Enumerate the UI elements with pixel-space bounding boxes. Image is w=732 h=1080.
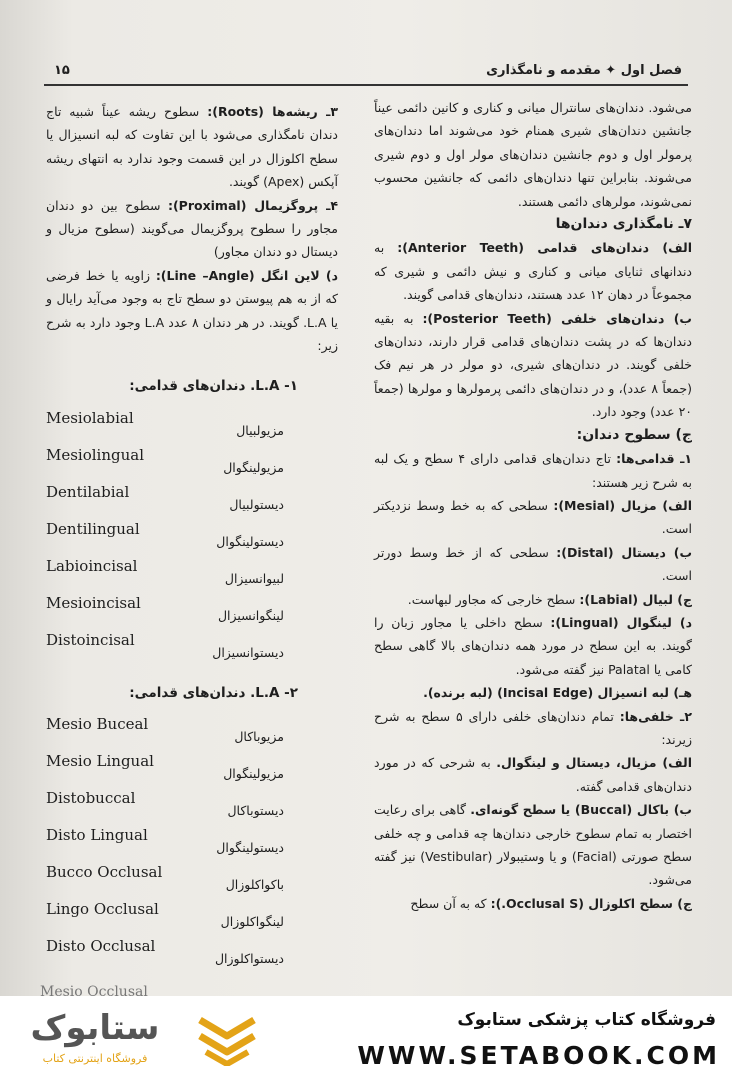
paragraph — [374, 892, 692, 915]
paragraph-lead: د) لاین انگل (Line –Angle): — [155, 267, 339, 283]
brand-logo-text: ستابوک — [30, 1008, 160, 1048]
term-persian: باکواکلوزال — [225, 877, 284, 893]
term-english: Dentilingual — [46, 519, 140, 538]
term-english: Distoincisal — [46, 630, 135, 649]
term-english: Distobuccal — [46, 789, 136, 808]
paragraph — [374, 705, 692, 752]
paragraph-lead: ب) دندان‌های خلفی (Posterior Teeth): — [422, 310, 692, 326]
term-english: Mesiolabial — [46, 408, 134, 427]
term-row — [38, 896, 338, 933]
paragraph-lead: ۲ـ خلفی‌ها: — [619, 708, 692, 724]
paragraph — [374, 96, 692, 213]
term-row — [38, 748, 338, 785]
term-row — [38, 479, 338, 516]
term-persian: مزیولبیال — [236, 422, 284, 438]
paragraph-lead: ب) دیستال (Distal): — [556, 544, 693, 560]
paragraph-text: سطوح ریشه عیناً شبیه تاج دندان نامگذاری می‌شود با این تفاوت که لبه انسیزال یا سطح اکلوزال در این قسمت وجود ندارد به انتهای ریشه آپکس (Apex) گویند. — [46, 104, 338, 190]
paragraph-lead: هـ) لبه انسیزال (Incisal Edge) (لبه برنده). — [423, 685, 692, 701]
paragraph — [46, 100, 338, 194]
term-persian: لینگواکلوزال — [220, 914, 284, 930]
paragraph-text: به دندانهای ثنایای میانی و کناری و نیش دائمی و شیری که مجموعاً در دهان ۱۲ عدد هستند، دندان‌های قدامی گویند. — [374, 240, 692, 303]
paragraph — [374, 751, 692, 798]
paragraph-text: می‌شود. دندان‌های سانترال میانی و کناری و کانین دائمی عیناً جانشین دندان‌های شیری همنام خود می‌شوند اما دندان‌های پرمولر اول و دوم جانشین دندان‌های مولر اول و دوم شیری می‌شوند. بنابراین تنها دندان‌های دائمی که جانشین محسوب نمی‌شوند، مولرهای دائمی هستند. — [374, 100, 692, 209]
term-row — [38, 859, 338, 896]
paragraph-text: سطحی که به خط وسط نزدیکتر است. — [374, 497, 692, 537]
term-row — [38, 933, 338, 970]
paragraph — [374, 494, 692, 541]
term-persian: مزیولینگوال — [223, 459, 284, 475]
term-persian: مزیولینگوال — [223, 766, 284, 782]
term-persian: لینگوانسیزال — [217, 607, 284, 623]
term-english: Mesio Lingual — [46, 752, 154, 771]
term-row — [38, 822, 338, 859]
paragraph-lead: ج) لبیال (Labial): — [579, 591, 692, 607]
term-english: Bucco Occlusal — [46, 863, 163, 882]
term-persian: دیستولبیال — [229, 496, 284, 512]
term-english: Disto Lingual — [46, 826, 148, 845]
paragraph — [374, 611, 692, 681]
left-paragraphs — [46, 100, 338, 357]
page-number: ۱۵ — [54, 63, 70, 78]
cutoff-term: Mesio Occlusal — [40, 984, 148, 996]
paragraph — [374, 588, 692, 611]
term-persian: دیستولینگوال — [216, 533, 284, 549]
chapter-title: فصل اول ✦ مقدمه و نامگذاری — [486, 63, 682, 78]
paragraph — [374, 307, 692, 424]
running-header — [44, 58, 688, 86]
term-row — [38, 442, 338, 479]
list2-title: ۲- L.A. دندان‌های قدامی: — [129, 684, 298, 701]
store-url[interactable]: WWW.SETABOOK.COM — [357, 1041, 720, 1070]
paragraph-lead: ۳ـ ریشه‌ها (Roots): — [207, 104, 338, 119]
term-english: Mesiolingual — [46, 445, 145, 464]
paragraph — [374, 798, 692, 892]
paragraph-text: به بقیه دندان‌ها که در پشت دندان‌های قدامی قرار دارند، دندان‌های خلفی گویند. در دندان‌های شیری، دو مولر در هر نیم فک (جمعاً ۸ عدد)، و در دندان‌های دائمی پرمولرها و مولرها (جمعاً ۲۰ عدد) وجود دارد. — [374, 310, 692, 420]
term-english: Mesioincisal — [46, 593, 141, 612]
term-english: Disto Occlusal — [46, 937, 156, 956]
term-english: Dentilabial — [46, 482, 130, 501]
paragraph — [46, 194, 338, 264]
term-row — [38, 711, 338, 748]
paragraph-lead: ب) باکال (Buccal) یا سطح گونه‌ای. — [470, 802, 692, 818]
term-row — [38, 516, 338, 553]
store-footer-banner — [0, 996, 732, 1080]
term-row — [38, 590, 338, 627]
term-persian: دیستوباکال — [227, 803, 284, 819]
list1-title: ۱- L.A. دندان‌های قدامی: — [129, 378, 298, 395]
paragraph-text: به شرحی که در مورد دندان‌های قدامی گفته. — [374, 755, 692, 794]
term-english: Lingo Occlusal — [46, 900, 159, 919]
section-heading: ۷ـ نامگذاری دندان‌ها — [555, 216, 692, 233]
chevron-logo-icon — [196, 1014, 258, 1066]
paragraph-text: گاهی برای رعایت اختصار به تمام سطوح خارجی دندان‌ها چه قدامی و چه خلفی سطح صورتی (Facial) و یا وستیبولار (Vestibular) نیز گفته می‌شود. — [374, 802, 692, 888]
paragraph-lead: ۴ـ پروگزیمال (Proximal): — [167, 197, 338, 213]
paragraph-lead: د) لینگوال (Lingual): — [550, 614, 692, 630]
term-persian: دیستواکلوزال — [214, 951, 284, 967]
term-english: Mesio Buceal — [46, 715, 149, 734]
paragraph-lead: ۱ـ قدامی‌ها: — [616, 451, 693, 467]
paragraph-text: زاویه یا خط فرضی که از به هم پیوستن دو سطح تاج به وجود می‌آید رایال و یا L.A. گویند. در هر دندان ۸ عدد L.A وجود دارد به شرح زیر: — [46, 267, 338, 354]
right-column — [374, 96, 692, 915]
brand-tagline: فروشگاه اینترنتی کتاب — [42, 1052, 148, 1065]
paragraph — [374, 541, 692, 588]
line-angle-list-2 — [38, 711, 338, 970]
paragraph-lead: الف) دندان‌های قدامی (Anterior Teeth): — [397, 240, 692, 256]
term-row — [38, 785, 338, 822]
paragraph — [374, 447, 692, 494]
paragraph-lead: الف) مزیال، دیستال و لینگوال. — [496, 755, 692, 771]
term-persian: مزیوباکال — [234, 729, 284, 745]
term-row — [38, 405, 338, 442]
paragraph-text: سطحی که از خط وسط دورتر است. — [374, 544, 692, 584]
line-angle-list-1 — [38, 405, 338, 664]
store-name: فروشگاه کتاب پزشکی ستابوک — [457, 1010, 716, 1030]
term-row — [38, 553, 338, 590]
paragraph-text: تمام دندان‌های خلفی دارای ۵ سطح به شرح زیرند: — [374, 708, 692, 747]
header-rule — [44, 84, 688, 86]
paragraph-text: سطح داخلی یا مجاور زبان را گویند. به این سطح در مورد همه دندان‌های بالا گاهی سطح کامی یا Palatal نیز گفته می‌شود. — [374, 614, 692, 677]
term-persian: دیستولینگوال — [216, 840, 284, 856]
term-english: Labioincisal — [46, 556, 138, 575]
paragraph-text: سطوح بین دو دندان مجاور را سطوح پروگزیمال می‌گویند (سطوح مزیال و دیستال دو دندان مجاور) — [46, 197, 338, 260]
paragraph-text: که به آن سطح — [410, 895, 491, 911]
paragraph-lead: ج) سطح اکلوزال (Occlusal S.): — [490, 895, 692, 911]
term-row — [38, 627, 338, 664]
paragraph — [46, 264, 338, 358]
paragraph-lead: الف) مزیال (Mesial): — [553, 497, 692, 513]
term-persian: دیستوانسیزال — [212, 644, 284, 660]
section-heading: ج) سطوح دندان: — [576, 426, 692, 443]
term-persian: لبیوانسیزال — [224, 570, 284, 586]
paragraph — [374, 236, 692, 306]
left-column — [46, 100, 338, 970]
paragraph-text: سطح خارجی که مجاور لبهاست. — [407, 591, 580, 607]
paragraph — [374, 681, 692, 704]
paragraph-text: تاج دندان‌های قدامی دارای ۴ سطح و یک لبه به شرح زیر هستند: — [374, 451, 692, 490]
